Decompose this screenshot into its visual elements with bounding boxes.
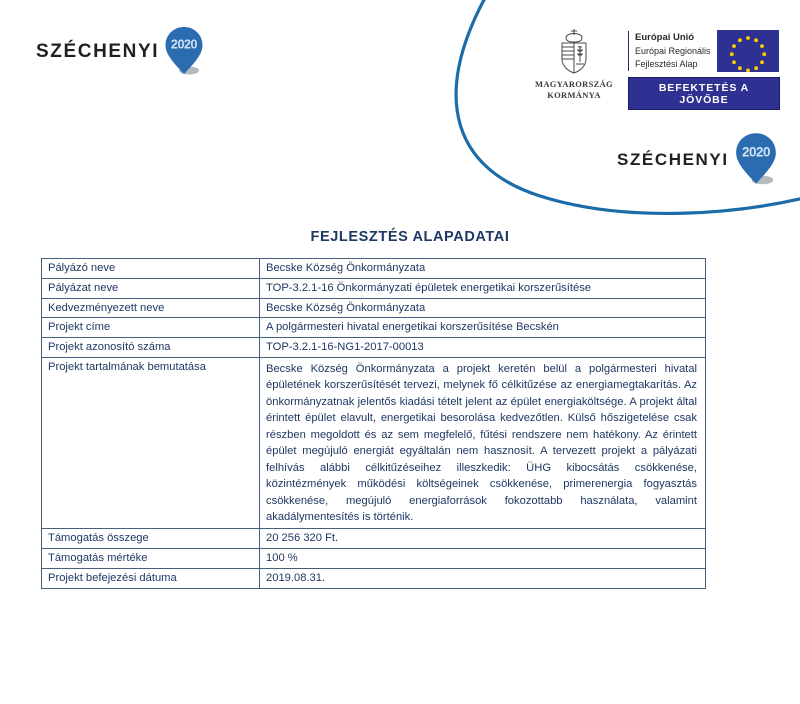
pin-year-label: 2020 bbox=[741, 144, 770, 160]
row-value: TOP-3.2.1-16 Önkormányzati épületek energetikai korszerűsítése bbox=[260, 278, 706, 298]
investing-in-the-future-banner: BEFEKTETÉS A JÖVŐBE bbox=[628, 77, 780, 110]
row-label: Kedvezményezett neve bbox=[42, 298, 260, 318]
hungarian-coat-of-arms-icon bbox=[552, 26, 596, 76]
table-row bbox=[42, 298, 706, 318]
table-row bbox=[42, 549, 706, 569]
eu-funding-logo-block bbox=[528, 26, 780, 110]
table-row bbox=[42, 318, 706, 338]
row-label: Támogatás összege bbox=[42, 529, 260, 549]
szechenyi-wordmark: SZÉCHENYI bbox=[36, 40, 160, 62]
szechenyi-wordmark: SZÉCHENYI bbox=[617, 149, 729, 169]
row-value: TOP-3.2.1-16-NG1-2017-00013 bbox=[260, 338, 706, 358]
table-row-description bbox=[42, 357, 706, 529]
row-value: Becske Község Önkormányzata bbox=[260, 298, 706, 318]
szechenyi-2020-logo-mid-right bbox=[617, 130, 779, 188]
hungarian-government-logo bbox=[528, 26, 620, 100]
page-title: FEJLESZTÉS ALAPADATAI bbox=[310, 229, 510, 245]
table-row bbox=[42, 569, 706, 589]
row-label: Projekt címe bbox=[42, 318, 260, 338]
pin-year-label: 2020 bbox=[171, 37, 198, 52]
eu-fund-text bbox=[628, 31, 711, 71]
eu-top-row bbox=[628, 30, 780, 72]
government-name-line2: KORMÁNYA bbox=[547, 89, 601, 100]
eu-column bbox=[628, 26, 780, 110]
eu-text-line1: Európai Unió bbox=[635, 32, 695, 44]
table-row bbox=[42, 259, 706, 279]
table-row bbox=[42, 278, 706, 298]
map-pin-icon bbox=[163, 24, 205, 78]
row-value: 100 % bbox=[260, 549, 706, 569]
map-pin-icon bbox=[733, 130, 779, 188]
eu-text-line2: Európai Regionális bbox=[635, 45, 711, 56]
row-label: Projekt azonosító száma bbox=[42, 338, 260, 358]
row-value: A polgármesteri hivatal energetikai korszerűsítése Becskén bbox=[260, 318, 706, 338]
table-row bbox=[42, 338, 706, 358]
row-label: Támogatás mértéke bbox=[42, 549, 260, 569]
table-row bbox=[42, 529, 706, 549]
szechenyi-2020-logo-top-left bbox=[36, 24, 205, 78]
table-body bbox=[42, 259, 706, 589]
row-label: Projekt tartalmának bemutatása bbox=[42, 357, 260, 529]
european-union-flag-icon bbox=[717, 30, 779, 72]
row-label: Pályázó neve bbox=[42, 259, 260, 279]
project-data-table bbox=[41, 258, 706, 589]
row-value: 2019.08.31. bbox=[260, 569, 706, 589]
row-value-description: Becske Község Önkormányzata a projekt keretén belül a polgármesteri hivatal épületének korszerűsítését tervezi, melynek fő célkitűzése az energiamegtakarítás. Az önkormányzatnak jelentős kiadási tételt jelent az épület energiaköltsége. A projekt által érintett épület elavult, energetikai besorolása kedvezőtlen. Külső hőszigetelése csak részben megoldott és az sem megfelelő, fűtési rendszere nem hatékony. Az érintett épület megújuló energiát egyáltalán nem hasznosít. A tervezett projekt a pályázati felhívás alábbi célkitűzéseihez illeszkedik: ÜHG kibocsátás csökkenése, közintézmények működési költségeinek csökkenése, primerenergia fogyasztás csökkenése, megújuló energiaforrások fokozottabb használata, valamint akadálymentesítés is történik. bbox=[260, 357, 706, 529]
row-label: Projekt befejezési dátuma bbox=[42, 569, 260, 589]
government-name bbox=[535, 79, 613, 100]
row-value: 20 256 320 Ft. bbox=[260, 529, 706, 549]
row-label: Pályázat neve bbox=[42, 278, 260, 298]
row-value: Becske Község Önkormányzata bbox=[260, 259, 706, 279]
eu-text-line3: Fejlesztési Alap bbox=[635, 58, 698, 69]
government-name-line1: MAGYARORSZÁG bbox=[535, 79, 613, 89]
